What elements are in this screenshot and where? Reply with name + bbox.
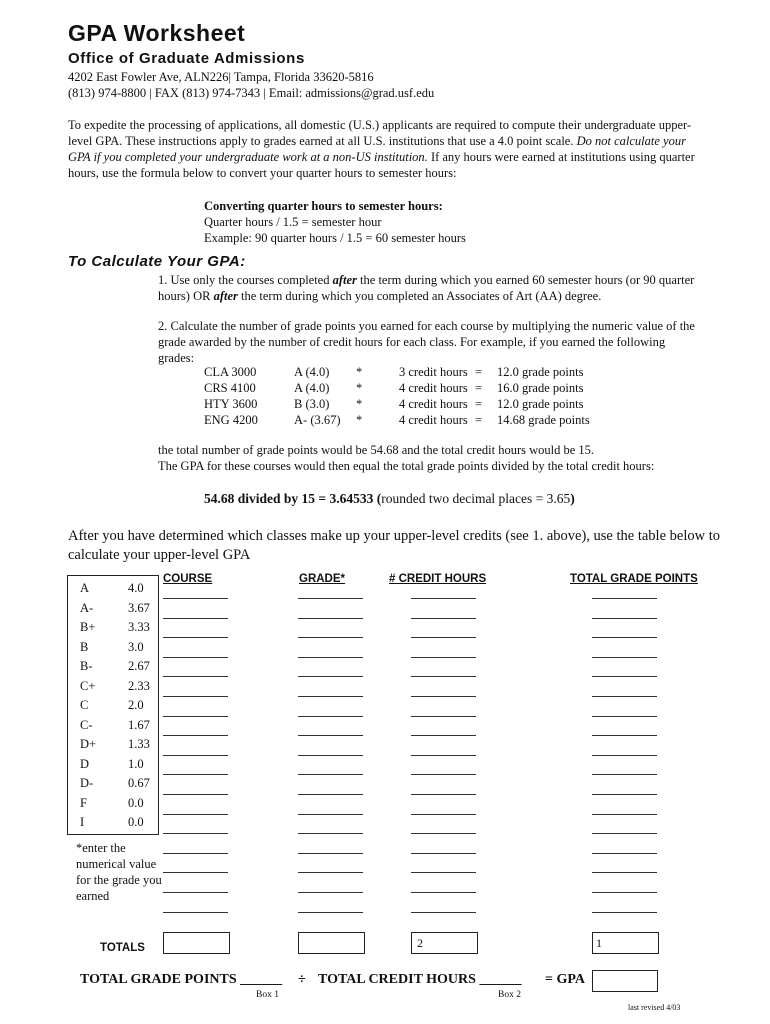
grade-value: 2.67 (128, 659, 150, 673)
course-entry-line[interactable] (163, 872, 228, 873)
grade-letter: I (80, 815, 85, 829)
grade-value: 1.0 (128, 756, 144, 771)
course-entry-line[interactable] (163, 774, 228, 775)
office-subtitle: Office of Graduate Admissions (68, 50, 305, 67)
course-entry-line[interactable] (163, 755, 228, 756)
grade-note: *enter the numerical value for the grade you earned (76, 841, 162, 903)
grade-entry-line[interactable] (298, 912, 363, 913)
credit-hours-total-box[interactable] (411, 932, 478, 954)
course-entry-line[interactable] (163, 794, 228, 795)
credit-hours-entry-line[interactable] (411, 657, 476, 658)
grade-points-entry-line[interactable] (592, 696, 657, 697)
grade-letter: D- (80, 776, 94, 790)
grade-value: 3.67 (128, 600, 150, 615)
example-grade: A- (3.67) (294, 413, 341, 427)
grade-value: 0.67 (128, 776, 150, 790)
equals-gpa-label: = GPA (545, 972, 585, 987)
credit-hours-entry-line[interactable] (411, 853, 476, 854)
example-course: HTY 3600 (204, 397, 258, 411)
intro-text: To expedite the processing of applications, all domestic (U.S.) applicants are required to compute their undergraduate upper-level GPA. These instructions apply to grades earned at all U.S. institutions that use a 4.0 point scale. (68, 118, 692, 148)
grade-points-entry-line[interactable] (592, 794, 657, 795)
example-op: * (356, 365, 363, 379)
course-entry-line[interactable] (163, 696, 228, 697)
course-entry-line[interactable] (163, 912, 228, 913)
example-op: * (356, 381, 363, 395)
example-points: 16.0 grade points (497, 381, 584, 395)
grade-entry-line[interactable] (298, 735, 363, 736)
grade-letter: B+ (80, 620, 96, 634)
grade-entry-line[interactable] (298, 755, 363, 756)
grade-entry-line[interactable] (298, 853, 363, 854)
grade-points-entry-line[interactable] (592, 657, 657, 658)
grade-points-entry-line[interactable] (592, 912, 657, 913)
example-op: * (356, 413, 363, 427)
course-entry-line[interactable] (163, 657, 228, 658)
grade-entry-line[interactable] (298, 833, 363, 834)
office-address: 4202 East Fowler Ave, ALN226| Tampa, Florida 33620-5816 (68, 70, 374, 84)
grade-entry-line[interactable] (298, 598, 363, 599)
step-2: 2. Calculate the number of grade points you earned for each course by multiplying the numeric value of the grade awarded by the number of credit hours for each class. For example, if you earned the following grades: (158, 319, 695, 365)
grade-points-entry-line[interactable] (592, 598, 657, 599)
example-eq: = (475, 365, 483, 379)
example-grade: B (3.0) (294, 397, 330, 411)
credit-hours-entry-line[interactable] (411, 696, 476, 697)
credit-hours-entry-line[interactable] (411, 833, 476, 834)
course-entry-line[interactable] (163, 814, 228, 815)
grade-value: 2.0 (128, 698, 144, 712)
step-1 (158, 272, 698, 304)
grade-letter: F (80, 795, 87, 810)
course-entry-line[interactable] (163, 618, 228, 619)
divide-sign: ÷ (298, 972, 306, 987)
gpa-result-box[interactable] (592, 970, 658, 992)
example-eq: = (475, 413, 483, 427)
example-hours: 4 credit hours (399, 413, 468, 427)
box-1-label: Box 1 (256, 990, 279, 1000)
grade-letter: B (80, 639, 89, 654)
grade-letter: A- (80, 600, 94, 615)
grade-points-entry-line[interactable] (592, 853, 657, 854)
example-course: CRS 4100 (204, 381, 256, 395)
grade-letter: C+ (80, 678, 96, 693)
grade-points-entry-line[interactable] (592, 892, 657, 893)
total-credit-hours-label: TOTAL CREDIT HOURS ______ (318, 972, 522, 987)
grade-letter: A (80, 581, 90, 595)
conversion-formula: Quarter hours / 1.5 = semester hour (204, 215, 382, 229)
grade-points-entry-line[interactable] (592, 716, 657, 717)
grade-letter: C- (80, 717, 93, 732)
example-eq: = (475, 381, 483, 395)
grade-value: 4.0 (128, 581, 144, 595)
table-instructions: After you have determined which classes make up your upper-level credits (see 1. above), use the table below to calculate your upper-level GPA (68, 528, 720, 563)
grade-value: 3.33 (128, 620, 150, 634)
credit-hours-entry-line[interactable] (411, 794, 476, 795)
credit-hours-entry-line[interactable] (411, 774, 476, 775)
revision-note: last revised 4/03 (628, 1003, 681, 1012)
course-entry-line[interactable] (163, 833, 228, 834)
example-course: ENG 4200 (204, 413, 258, 427)
grade-scale-box (67, 575, 159, 835)
grade-points-entry-line[interactable] (592, 637, 657, 638)
grade-entry-line[interactable] (298, 696, 363, 697)
credit-hours-entry-line[interactable] (411, 598, 476, 599)
conversion-example: Example: 90 quarter hours / 1.5 = 60 semester hours (204, 231, 466, 245)
grade-letter: D (80, 756, 90, 771)
grade-entry-line[interactable] (298, 657, 363, 658)
course-entry-line[interactable] (163, 637, 228, 638)
intro-paragraph (68, 117, 708, 181)
page-title: GPA Worksheet (68, 20, 246, 46)
result-bold: 54.68 divided by 15 = 3.64533 ( (204, 491, 382, 506)
office-contact: (813) 974-8800 | FAX (813) 974-7343 | Email: admissions@grad.usf.edu (68, 86, 435, 100)
grade-letter: C (80, 698, 89, 712)
grade-total-box[interactable] (298, 932, 365, 954)
grade-points-entry-line[interactable] (592, 618, 657, 619)
credit-hours-entry-line[interactable] (411, 872, 476, 873)
grade-points-column-header: TOTAL GRADE POINTS (570, 573, 698, 585)
grade-points-entry-line[interactable] (592, 833, 657, 834)
credit-hours-entry-line[interactable] (411, 618, 476, 619)
course-column-header: COURSE (163, 573, 213, 585)
grade-points-entry-line[interactable] (592, 872, 657, 873)
step-1-text-3: the term during which you completed an Associates of Art (AA) degree. (237, 289, 602, 303)
grade-value: 1.67 (128, 717, 150, 732)
grade-points-entry-line[interactable] (592, 755, 657, 756)
example-op: * (356, 397, 363, 411)
example-hours: 3 credit hours (399, 365, 468, 379)
total-line-2: The GPA for these courses would then equal the total grade points divided by the total credit hours: (158, 459, 655, 473)
conversion-box (204, 198, 466, 246)
grade-points-entry-line[interactable] (592, 676, 657, 677)
course-total-box[interactable] (163, 932, 230, 954)
grade-entry-line[interactable] (298, 618, 363, 619)
grade-points-entry-line[interactable] (592, 774, 657, 775)
example-grade: A (4.0) (294, 365, 330, 379)
credit-hours-entry-line[interactable] (411, 755, 476, 756)
grade-value: 0.0 (128, 795, 144, 810)
course-entry-line[interactable] (163, 892, 228, 893)
example-points: 12.0 grade points (497, 365, 584, 379)
grade-letter: B- (80, 659, 93, 673)
grade-points-total-box[interactable] (592, 932, 659, 954)
grade-column-header: GRADE* (299, 573, 346, 585)
box-2-label: Box 2 (498, 990, 521, 1000)
conversion-heading: Converting quarter hours to semester hours: (204, 199, 443, 213)
example-hours: 4 credit hours (399, 381, 468, 395)
grade-entry-line[interactable] (298, 637, 363, 638)
course-entry-line[interactable] (163, 735, 228, 736)
credit-hours-entry-line[interactable] (411, 637, 476, 638)
step-1-after: after (332, 273, 357, 287)
intro-warning: Do not calculate your GPA if you completed your undergraduate work at a non-US institution. (68, 134, 686, 164)
total-explanation (158, 442, 718, 474)
course-entry-line[interactable] (163, 716, 228, 717)
totals-label: TOTALS (100, 942, 145, 954)
box-number-1: 1 (596, 936, 602, 950)
example-hours: 4 credit hours (399, 397, 468, 411)
grade-points-entry-line[interactable] (592, 814, 657, 815)
grade-value: 0.0 (128, 815, 144, 829)
credit-hours-entry-line[interactable] (411, 912, 476, 913)
result-close: ) (570, 491, 575, 506)
credit-hours-entry-line[interactable] (411, 735, 476, 736)
step-1-after-2: after (213, 289, 238, 303)
grade-entry-line[interactable] (298, 872, 363, 873)
grade-letter: D+ (80, 737, 97, 751)
course-entry-line[interactable] (163, 676, 228, 677)
grade-value: 3.0 (128, 639, 144, 654)
course-entry-line[interactable] (163, 598, 228, 599)
example-eq: = (475, 397, 483, 411)
example-result (204, 491, 575, 507)
grade-entry-line[interactable] (298, 774, 363, 775)
grade-entry-line[interactable] (298, 892, 363, 893)
grade-points-entry-line[interactable] (592, 735, 657, 736)
intro-text-2: If any hours were earned at institutions using quarter hours, use the formula below to convert your quarter hours to semester hours: (68, 150, 695, 180)
credit-hours-entry-line[interactable] (411, 716, 476, 717)
course-entry-line[interactable] (163, 853, 228, 854)
grade-value: 1.33 (128, 737, 150, 751)
example-points: 14.68 grade points (497, 413, 590, 427)
total-line-1: the total number of grade points would be 54.68 and the total credit hours would be 15. (158, 443, 595, 457)
step-1-text: 1. Use only the courses completed (158, 273, 333, 287)
example-grade: A (4.0) (294, 381, 330, 395)
example-course: CLA 3000 (204, 365, 257, 379)
step-1-text-2: the term during which you earned 60 semester hours (or 90 quarter hours) OR (158, 273, 695, 303)
credit-hours-entry-line[interactable] (411, 676, 476, 677)
credit-hours-entry-line[interactable] (411, 892, 476, 893)
example-points: 12.0 grade points (497, 397, 584, 411)
result-rounded: rounded two decimal places = 3.65 (381, 491, 571, 506)
grade-value: 2.33 (128, 678, 150, 693)
credit-hours-entry-line[interactable] (411, 814, 476, 815)
total-grade-points-label: TOTAL GRADE POINTS ______ (80, 972, 283, 987)
box-number-2: 2 (417, 936, 423, 950)
grade-entry-line[interactable] (298, 716, 363, 717)
calculate-heading: To Calculate Your GPA: (68, 253, 246, 270)
grade-entry-line[interactable] (298, 814, 363, 815)
credit-hours-column-header: # CREDIT HOURS (389, 573, 487, 585)
grade-entry-line[interactable] (298, 794, 363, 795)
grade-entry-line[interactable] (298, 676, 363, 677)
